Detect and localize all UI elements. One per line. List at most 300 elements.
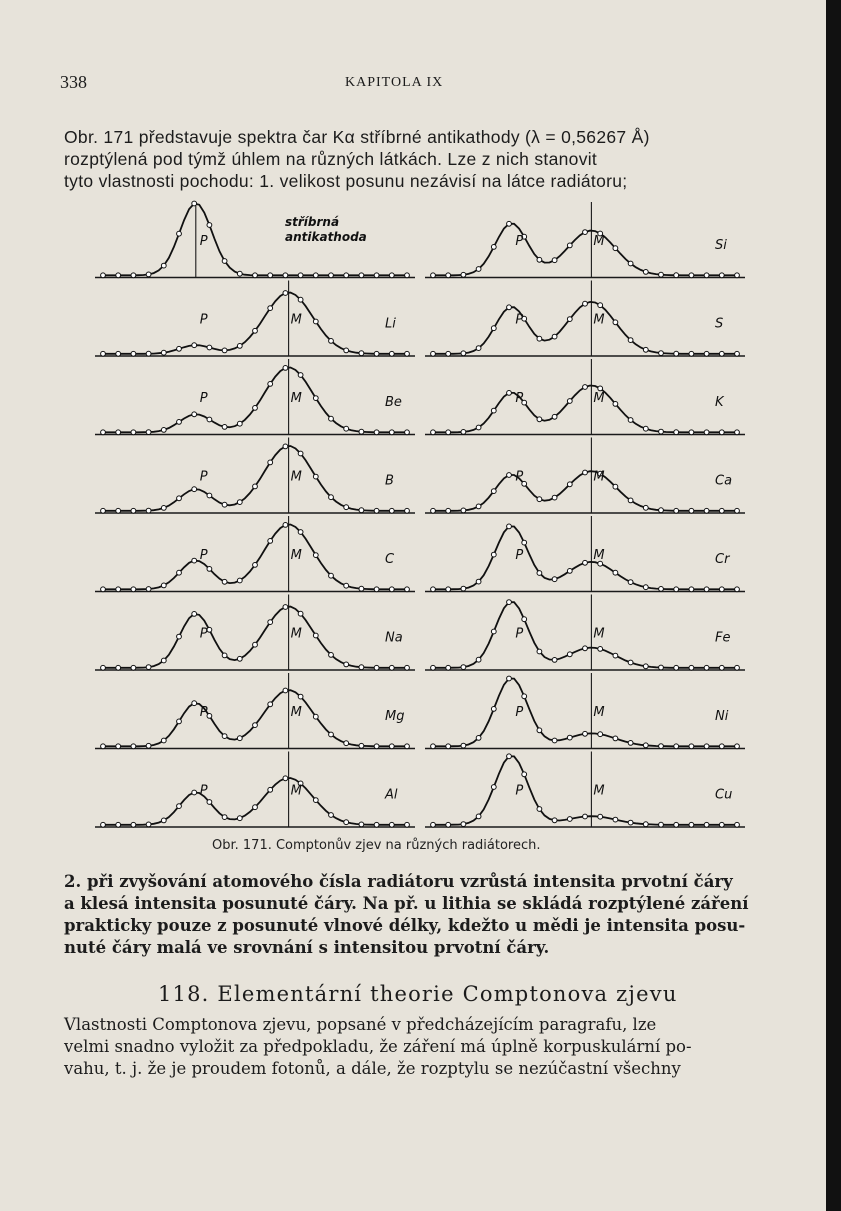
data-point <box>253 642 258 647</box>
data-point <box>446 351 451 356</box>
data-point <box>704 430 709 435</box>
data-point <box>344 741 349 746</box>
radiator-label: Na <box>385 630 403 646</box>
data-point <box>431 587 436 592</box>
data-point <box>161 263 166 268</box>
data-point <box>146 430 151 435</box>
data-point <box>101 273 106 278</box>
data-point <box>431 430 436 435</box>
data-point <box>689 508 694 513</box>
data-point <box>207 800 212 805</box>
data-point <box>268 273 273 278</box>
peak-label-p: P <box>199 783 208 799</box>
data-point <box>583 731 588 736</box>
data-point <box>643 743 648 748</box>
peak-label-p: P <box>515 234 524 250</box>
figure-title-line2: antikathoda <box>285 230 367 244</box>
data-point <box>222 259 227 264</box>
data-point <box>283 273 288 278</box>
radiator-label: Li <box>385 316 396 332</box>
data-point <box>313 798 318 803</box>
peak-label-m: M <box>593 312 605 328</box>
data-point <box>628 580 633 585</box>
data-point <box>207 567 212 572</box>
data-point <box>567 735 572 740</box>
data-point <box>537 336 542 341</box>
data-point <box>253 273 258 278</box>
data-point <box>405 665 410 670</box>
spectrum-curve <box>103 446 407 511</box>
data-point <box>507 305 512 310</box>
data-point <box>237 816 242 821</box>
data-point <box>598 814 603 819</box>
data-point <box>659 587 664 592</box>
data-point <box>374 587 379 592</box>
spectrum-curve <box>103 690 407 746</box>
data-point <box>704 822 709 827</box>
data-point <box>689 587 694 592</box>
data-point <box>476 814 481 819</box>
data-point <box>552 414 557 419</box>
data-point <box>446 508 451 513</box>
data-point <box>359 586 364 591</box>
data-point <box>389 430 394 435</box>
radiator-label: Fe <box>715 630 731 646</box>
list-line: nuté čáry malá ve srovnání s intensitou prvotní čáry. <box>64 938 550 957</box>
data-point <box>146 665 151 670</box>
data-point <box>689 351 694 356</box>
figure-caption: Obr. 171. Comptonův zjev na různých radiátorech. <box>212 838 541 853</box>
running-head: KAPITOLA IX <box>345 75 444 90</box>
data-point <box>461 351 466 356</box>
data-point <box>431 273 436 278</box>
peak-label-p: P <box>515 312 524 328</box>
data-point <box>389 508 394 513</box>
data-point <box>359 508 364 513</box>
data-point <box>522 694 527 699</box>
data-point <box>389 665 394 670</box>
data-point <box>161 506 166 511</box>
data-point <box>116 273 121 278</box>
data-point <box>237 344 242 349</box>
radiator-label: Al <box>385 787 398 803</box>
data-point <box>446 430 451 435</box>
data-point <box>461 272 466 277</box>
list-paragraph <box>64 871 762 959</box>
data-point <box>704 273 709 278</box>
data-point <box>101 587 106 592</box>
data-point <box>704 665 709 670</box>
data-point <box>283 688 288 693</box>
data-point <box>567 399 572 404</box>
data-point <box>507 600 512 605</box>
data-point <box>583 646 588 651</box>
data-point <box>405 430 410 435</box>
data-point <box>537 807 542 812</box>
data-point <box>674 430 679 435</box>
data-point <box>222 425 227 430</box>
data-point <box>177 231 182 236</box>
data-point <box>192 701 197 706</box>
data-point <box>537 497 542 502</box>
data-point <box>643 822 648 827</box>
body-line: Vlastnosti Comptonova zjevu, popsané v předcházejícím paragrafu, lze <box>64 1015 657 1034</box>
data-point <box>192 487 197 492</box>
data-point <box>476 267 481 272</box>
data-point <box>719 508 724 513</box>
data-point <box>329 416 334 421</box>
data-point <box>476 736 481 741</box>
data-point <box>101 744 106 749</box>
data-point <box>719 665 724 670</box>
peak-label-m: M <box>290 469 302 485</box>
body-paragraph <box>64 1014 762 1080</box>
data-point <box>268 382 273 387</box>
data-point <box>313 319 318 324</box>
data-point <box>359 351 364 356</box>
data-point <box>268 539 273 544</box>
data-point <box>329 495 334 500</box>
data-point <box>643 505 648 510</box>
data-point <box>552 495 557 500</box>
data-point <box>491 629 496 634</box>
body-line: velmi snadno vyložit za předpokladu, že záření má úplně korpuskulární po- <box>64 1037 692 1056</box>
data-point <box>446 665 451 670</box>
data-point <box>237 500 242 505</box>
data-point <box>268 620 273 625</box>
data-point <box>313 633 318 638</box>
page-number: 338 <box>60 72 87 92</box>
data-point <box>405 822 410 827</box>
peak-label-p: P <box>515 469 524 485</box>
data-point <box>101 430 106 435</box>
data-point <box>116 744 121 749</box>
peak-label-p: P <box>199 705 208 721</box>
data-point <box>389 273 394 278</box>
data-point <box>431 665 436 670</box>
data-point <box>522 772 527 777</box>
peak-label-p: P <box>199 391 208 407</box>
data-point <box>389 744 394 749</box>
data-point <box>329 813 334 818</box>
data-point <box>207 493 212 498</box>
data-point <box>298 451 303 456</box>
radiator-label: Cu <box>715 787 733 803</box>
data-point <box>598 647 603 652</box>
data-point <box>313 273 318 278</box>
data-point <box>374 351 379 356</box>
data-point <box>313 553 318 558</box>
data-point <box>476 346 481 351</box>
data-point <box>643 347 648 352</box>
data-point <box>344 348 349 353</box>
data-point <box>298 297 303 302</box>
data-point <box>507 391 512 396</box>
data-point <box>359 743 364 748</box>
data-point <box>476 579 481 584</box>
data-point <box>628 741 633 746</box>
data-point <box>222 734 227 739</box>
data-point <box>101 665 106 670</box>
data-point <box>116 430 121 435</box>
data-point <box>207 714 212 719</box>
data-point <box>405 587 410 592</box>
section-heading: 118. Elementární theorie Comptonova zjevu <box>158 982 678 1006</box>
data-point <box>476 425 481 430</box>
data-point <box>268 787 273 792</box>
data-point <box>131 822 136 827</box>
data-point <box>522 540 527 545</box>
data-point <box>552 818 557 823</box>
peak-label-p: P <box>515 626 524 642</box>
data-point <box>329 273 334 278</box>
data-point <box>146 508 151 513</box>
radiator-label: Ni <box>715 709 729 725</box>
data-point <box>583 301 588 306</box>
data-point <box>131 351 136 356</box>
data-point <box>583 385 588 390</box>
data-point <box>389 822 394 827</box>
data-point <box>491 245 496 250</box>
data-point <box>567 817 572 822</box>
data-point <box>283 291 288 296</box>
data-point <box>329 339 334 344</box>
data-point <box>689 665 694 670</box>
data-point <box>253 484 258 489</box>
data-point <box>491 408 496 413</box>
peak-label-m: M <box>290 548 302 564</box>
data-point <box>613 402 618 407</box>
data-point <box>374 744 379 749</box>
data-point <box>735 744 740 749</box>
radiator-label: Ca <box>715 473 733 489</box>
data-point <box>659 508 664 513</box>
data-point <box>374 822 379 827</box>
body-line: vahu, t. j. že je proudem fotonů, a dále, že rozptylu se nezúčastní všechny <box>64 1059 681 1078</box>
data-point <box>192 790 197 795</box>
data-point <box>283 523 288 528</box>
data-point <box>583 814 588 819</box>
data-point <box>329 573 334 578</box>
data-point <box>359 273 364 278</box>
data-point <box>659 272 664 277</box>
data-point <box>643 426 648 431</box>
peak-label-m: M <box>593 705 605 721</box>
data-point <box>628 820 633 825</box>
data-point <box>507 221 512 226</box>
data-point <box>719 822 724 827</box>
spectrum-curve <box>103 293 407 354</box>
data-point <box>628 418 633 423</box>
data-point <box>344 505 349 510</box>
peak-label-m: M <box>290 705 302 721</box>
radiator-label: Be <box>385 395 402 411</box>
radiator-label: K <box>715 395 724 411</box>
data-point <box>192 343 197 348</box>
data-point <box>583 470 588 475</box>
data-point <box>253 328 258 333</box>
data-point <box>674 273 679 278</box>
data-point <box>507 524 512 529</box>
data-point <box>298 273 303 278</box>
peak-label-m: M <box>593 548 605 564</box>
list-line: 2. při zvyšování atomového čísla radiátoru vzrůstá intensita prvotní čáry <box>64 872 733 891</box>
data-point <box>101 351 106 356</box>
data-point <box>719 587 724 592</box>
data-point <box>146 822 151 827</box>
data-point <box>704 744 709 749</box>
data-point <box>613 246 618 251</box>
peak-label-p: P <box>199 626 208 642</box>
peak-label-m: M <box>593 626 605 642</box>
data-point <box>405 273 410 278</box>
list-line: prakticky pouze z posunuté vlnové délky, kdežto u mědi je intensita posu- <box>64 916 746 935</box>
intro-line: Obr. 171 představuje spektra čar Kα stříbrné antikathody (λ = 0,56267 Å) <box>64 127 650 147</box>
data-point <box>598 386 603 391</box>
data-point <box>222 348 227 353</box>
radiator-label: Mg <box>385 709 405 725</box>
data-point <box>567 652 572 657</box>
data-point <box>735 508 740 513</box>
data-point <box>613 736 618 741</box>
data-point <box>491 489 496 494</box>
data-point <box>313 474 318 479</box>
data-point <box>461 822 466 827</box>
data-point <box>222 653 227 658</box>
data-point <box>146 587 151 592</box>
data-point <box>405 508 410 513</box>
data-point <box>253 563 258 568</box>
data-point <box>298 694 303 699</box>
data-point <box>207 223 212 228</box>
data-point <box>431 508 436 513</box>
data-point <box>192 412 197 417</box>
data-point <box>583 230 588 235</box>
data-point <box>689 822 694 827</box>
data-point <box>101 822 106 827</box>
data-point <box>431 822 436 827</box>
data-point <box>476 504 481 509</box>
data-point <box>719 351 724 356</box>
data-point <box>253 805 258 810</box>
data-point <box>146 351 151 356</box>
data-point <box>552 658 557 663</box>
data-point <box>507 754 512 759</box>
data-point <box>537 417 542 422</box>
data-point <box>116 665 121 670</box>
data-point <box>659 351 664 356</box>
data-point <box>689 744 694 749</box>
data-point <box>476 657 481 662</box>
data-point <box>131 273 136 278</box>
spectrum-curve <box>103 525 407 590</box>
peak-label-m: M <box>290 312 302 328</box>
data-point <box>161 818 166 823</box>
data-point <box>131 430 136 435</box>
data-point <box>507 473 512 478</box>
spectrum-curve <box>103 607 407 668</box>
compton-figure <box>95 198 745 834</box>
peak-label-p: P <box>515 783 524 799</box>
data-point <box>719 273 724 278</box>
peak-label-m: M <box>593 234 605 250</box>
data-point <box>446 822 451 827</box>
data-point <box>283 605 288 610</box>
data-point <box>116 508 121 513</box>
data-point <box>674 822 679 827</box>
data-point <box>659 744 664 749</box>
data-point <box>491 707 496 712</box>
data-point <box>659 665 664 670</box>
intro-line: rozptýlená pod týmž úhlem na různých látkách. Lze z nich stanovit <box>64 149 598 169</box>
data-point <box>537 257 542 262</box>
data-point <box>116 822 121 827</box>
data-point <box>405 351 410 356</box>
data-point <box>177 420 182 425</box>
data-point <box>735 587 740 592</box>
data-point <box>329 732 334 737</box>
data-point <box>374 430 379 435</box>
data-point <box>507 676 512 681</box>
data-point <box>704 587 709 592</box>
data-point <box>461 586 466 591</box>
data-point <box>253 723 258 728</box>
data-point <box>177 634 182 639</box>
peak-label-m: M <box>593 783 605 799</box>
radiator-label: B <box>385 473 394 489</box>
data-point <box>735 351 740 356</box>
data-point <box>177 804 182 809</box>
data-point <box>313 396 318 401</box>
data-point <box>344 820 349 825</box>
data-point <box>344 426 349 431</box>
data-point <box>344 662 349 667</box>
data-point <box>101 508 106 513</box>
peak-label-p: P <box>515 548 524 564</box>
data-point <box>405 744 410 749</box>
data-point <box>359 822 364 827</box>
figure-title-line1: stříbrná <box>285 215 340 229</box>
data-point <box>177 496 182 501</box>
data-point <box>268 702 273 707</box>
peak-label-m: M <box>593 391 605 407</box>
data-point <box>116 351 121 356</box>
data-point <box>222 579 227 584</box>
intro-line: tyto vlastnosti pochodu: 1. velikost posunu nezávisí na látce radiátoru; <box>64 171 628 191</box>
data-point <box>735 273 740 278</box>
data-point <box>222 502 227 507</box>
data-point <box>359 665 364 670</box>
data-point <box>431 744 436 749</box>
data-point <box>567 569 572 574</box>
data-point <box>583 560 588 565</box>
data-point <box>552 577 557 582</box>
data-point <box>552 258 557 263</box>
data-point <box>344 583 349 588</box>
data-point <box>374 508 379 513</box>
data-point <box>177 570 182 575</box>
data-point <box>161 583 166 588</box>
data-point <box>131 508 136 513</box>
scan-edge <box>826 0 841 1211</box>
data-point <box>207 345 212 350</box>
data-point <box>613 570 618 575</box>
data-point <box>598 732 603 737</box>
peak-label-p: P <box>199 234 208 250</box>
peak-label-m: M <box>290 783 302 799</box>
data-point <box>374 665 379 670</box>
data-point <box>283 366 288 371</box>
